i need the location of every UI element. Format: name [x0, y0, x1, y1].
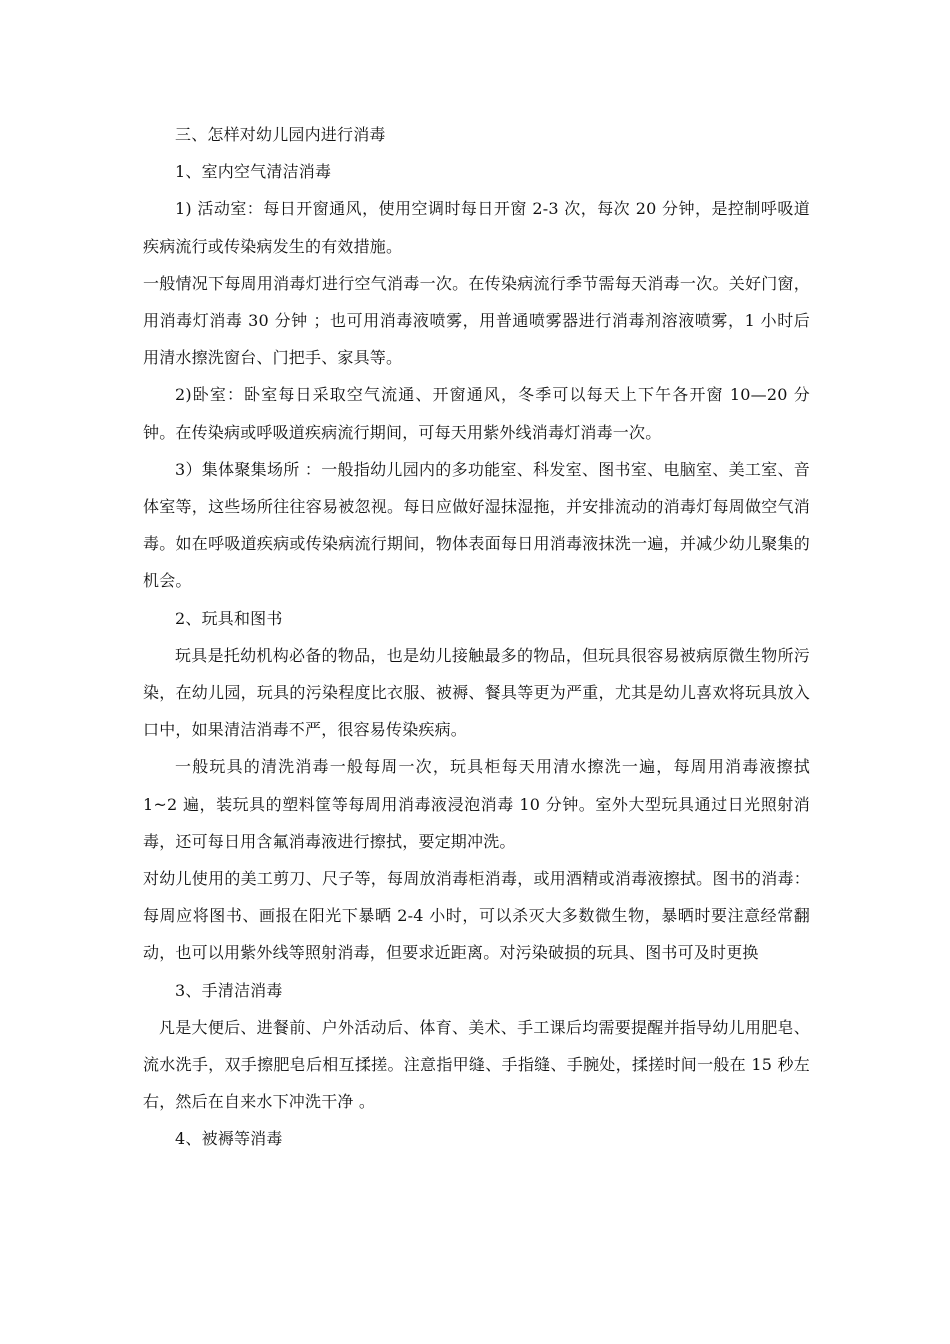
document-body	[143, 116, 810, 1158]
paragraph-hand-washing: 凡是大便后、进餐前、户外活动后、体育、美术、手工课后均需要提醒并指导幼儿用肥皂、流水洗手，双手擦肥皂后相互揉搓。注意指甲缝、手指缝、手腕处，揉搓时间一般在 15 秒左右，然后在自来水下冲洗干净 。	[143, 1017, 810, 1112]
paragraph-toys-cleaning: 一般玩具的清洗消毒一般每周一次，玩具柜每天用清水擦洗一遍，每周用消毒液擦拭 1~2 遍，装玩具的塑料筐等每周用消毒液浸泡消毒 10 分钟。室外大型玩具通过日光照射消毒，还可每日用含氟消毒液进行擦拭，要定期冲洗。	[143, 757, 810, 851]
paragraph-scissors-books: 对幼儿使用的美工剪刀、尺子等，每周放消毒柜消毒，或用酒精或消毒液擦拭。图书的消毒：每周应将图书、画报在阳光下暴晒 2-4 小时，可以杀灭大多数微生物，暴晒时要注意经常翻动，也可以用紫外线等照射消毒，但要求近距离。对污染破损的玩具、图书可及时更换	[143, 869, 810, 963]
paragraph-toys-intro: 玩具是托幼机构必备的物品，也是幼儿接触最多的物品，但玩具很容易被病原微生物所污染，在幼儿园，玩具的污染程度比衣服、被褥、餐具等更为严重，尤其是幼儿喜欢将玩具放入口中，如果清洁消毒不严，很容易传染疾病。	[143, 645, 810, 740]
subsection-heading-bedding: 4、被褥等消毒	[175, 1129, 283, 1149]
paragraph-activity-room: 1) 活动室：每日开窗通风，使用空调时每日开窗 2-3 次，每次 20 分钟，是控制呼吸道疾病流行或传染病发生的有效措施。	[143, 199, 810, 256]
subsection-heading-air: 1、室内空气清洁消毒	[175, 162, 332, 182]
paragraph-gathering-places: 3）集体聚集场所 ：一般指幼儿园内的多功能室、科发室、图书室、电脑室、美工室、音体室等，这些场所往往容易被忽视。每日应做好湿抹湿拖，并安排流动的消毒灯每周做空气消毒。如在呼吸道疾病或传染病流行期间，物体表面每日用消毒液抹洗一遍，并减少幼儿聚集的机会。	[143, 459, 810, 591]
subsection-heading-hands: 3、手清洁消毒	[175, 980, 283, 1000]
paragraph-disinfection-lamp: 一般情况下每周用消毒灯进行空气消毒一次。在传染病流行季节需每天消毒一次。关好门窗，用消毒灯消毒 30 分钟 ；也可用消毒液喷雾，用普通喷雾器进行消毒剂溶液喷雾，1 小时后用清水擦洗窗台、门把手、家具等。	[143, 273, 810, 368]
paragraph-bedroom: 2)卧室：卧室每日采取空气流通、开窗通风，冬季可以每天上下午各开窗 10—20 分钟。在传染病或呼吸道疾病流行期间，可每天用紫外线消毒灯消毒一次。	[143, 385, 810, 442]
section-heading: 三、怎样对幼儿园内进行消毒	[175, 125, 386, 144]
subsection-heading-toys: 2、玩具和图书	[175, 608, 283, 628]
